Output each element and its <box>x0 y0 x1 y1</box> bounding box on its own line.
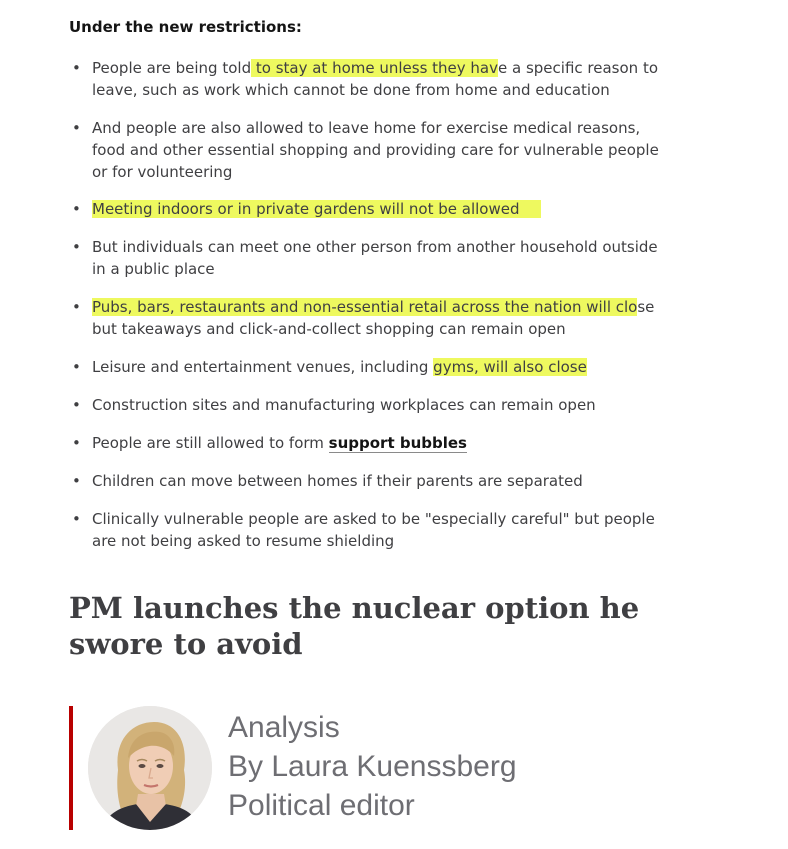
bullet-icon: • <box>72 298 81 316</box>
list-item: • And people are also allowed to leave home for exercise medical reasons, food and other essential shopping and providing care for vulnerable people or for volunteering <box>72 119 659 181</box>
bullet-icon: • <box>72 472 81 490</box>
list-item: • People are being told to stay at home unless they have a specific reason to leave, such as work which cannot be done from home and education <box>72 59 658 99</box>
list-item: • But individuals can meet one other person from another household outside in a public place <box>72 238 658 278</box>
bullet-icon: • <box>72 59 81 77</box>
author-portrait-icon <box>88 706 212 830</box>
support-bubbles-link[interactable]: support bubbles <box>328 434 467 452</box>
byline-role: Political editor <box>228 789 415 822</box>
highlighted-text: to stay at home unless they hav <box>251 59 499 77</box>
byline-author: By Laura Kuenssberg <box>228 750 517 783</box>
bullet-icon: • <box>72 358 81 376</box>
bullet-icon: • <box>72 238 81 256</box>
list-item: • Pubs, bars, restaurants and non-essential retail across the nation will close but takeaways and click-and-collect shopping can remain open <box>72 298 655 338</box>
section-headline: PM launches the nuclear option he swore to avoid <box>69 591 640 661</box>
bullet-icon: • <box>72 434 81 452</box>
highlighted-text: gyms, will also close <box>433 358 587 376</box>
highlighted-text: Pubs, bars, restaurants and non-essential retail across the nation will clo <box>92 298 638 316</box>
list-item: • Construction sites and manufacturing workplaces can remain open <box>72 396 596 414</box>
list-item: • Leisure and entertainment venues, including gyms, will also close <box>72 358 587 376</box>
byline-type: Analysis <box>228 711 340 744</box>
list-item: • Clinically vulnerable people are asked to be "especially careful" but people are not being asked to resume shielding <box>72 510 655 550</box>
highlighted-text: Meeting indoors or in private gardens will not be allowed <box>92 200 541 218</box>
byline-text <box>228 708 517 825</box>
list-item <box>72 198 662 220</box>
author-avatar <box>88 706 212 830</box>
accent-bar <box>69 706 73 830</box>
list-item: • People are still allowed to form support bubbles <box>72 434 467 452</box>
section-intro: Under the new restrictions: <box>69 18 302 36</box>
bullet-icon: • <box>72 510 81 528</box>
bullet-icon: • <box>72 200 81 218</box>
list-item: • Children can move between homes if their parents are separated <box>72 472 583 490</box>
bullet-icon: • <box>72 396 81 414</box>
bullet-icon: • <box>72 119 81 137</box>
